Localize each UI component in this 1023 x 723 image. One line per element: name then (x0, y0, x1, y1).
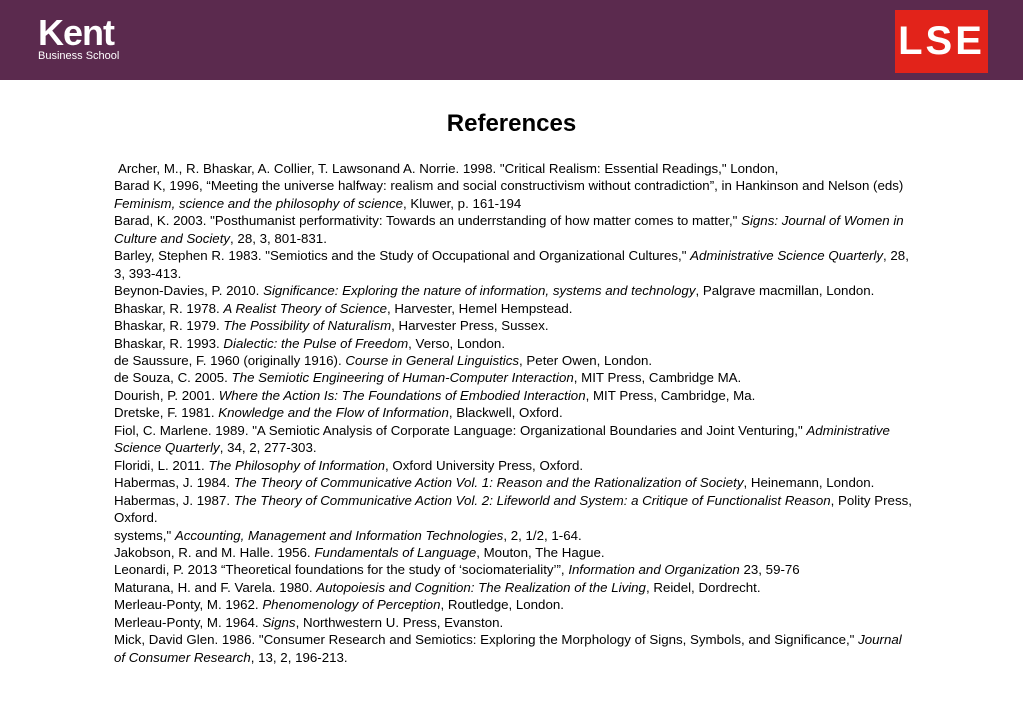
reference-entry (114, 631, 914, 666)
reference-text: Barley, Stephen R. 1983. "Semiotics and the Study of Occupational and Organizational Cultures," (114, 248, 691, 264)
reference-text: , Routledge, London. (440, 597, 564, 613)
reference-text: , 28, 3, 393-413. (114, 248, 909, 281)
reference-text: Bhaskar, R. 1993. (114, 335, 224, 351)
reference-text: , Reidel, Dordrecht. (645, 579, 761, 595)
reference-title-italic: The Theory of Communicative Action Vol. 1: Reason and the Rationalization of Society (233, 475, 744, 491)
reference-title-italic: The Semiotic Engineering of Human-Computer Interaction (231, 370, 574, 386)
reference-entry (114, 282, 914, 299)
reference-title-italic: Knowledge and the Flow of Information (218, 405, 449, 421)
kent-business-school-logo (38, 12, 120, 62)
reference-text: , Palgrave macmillan, London. (695, 283, 875, 299)
reference-text: Barad K, 1996, “Meeting the universe halfway: realism and social constructivism without contradiction”, in Hankinson and Nelson (eds) (114, 178, 904, 194)
reference-text: Beynon-Davies, P. 2010. (114, 283, 264, 299)
reference-entry (114, 177, 914, 212)
reference-entry (114, 160, 914, 177)
reference-text: Bhaskar, R. 1978. (114, 300, 224, 316)
reference-text: Archer, M., R. Bhaskar, A. Collier, T. Lawsonand A. Norrie. 1998. "Critical Realism: Essential Readings," London, (118, 161, 779, 176)
reference-title-italic: Significance: Exploring the nature of information, systems and technology (263, 283, 696, 299)
reference-text: de Saussure, F. 1960 (originally 1916). (114, 352, 346, 368)
reference-title-italic: Signs: Journal of Women in Culture and Society (114, 213, 904, 246)
reference-entry (114, 335, 914, 352)
reference-text: , 13, 2, 196-213. (250, 649, 348, 665)
reference-title-italic: Dialectic: the Pulse of Freedom (223, 335, 409, 351)
reference-text: , Northwestern U. Press, Evanston. (295, 614, 504, 630)
header-bar (0, 0, 1023, 80)
reference-text: Dourish, P. 2001. (114, 387, 219, 403)
reference-text: , Heinemann, London. (743, 475, 875, 491)
reference-text: Habermas, J. 1987. (114, 492, 234, 508)
reference-text: , MIT Press, Cambridge, Ma. (585, 387, 756, 403)
reference-text: 23, 59-76 (739, 562, 800, 578)
reference-entry (114, 247, 914, 282)
reference-text: , Harvester, Hemel Hempstead. (386, 300, 573, 316)
reference-text: , Oxford University Press, Oxford. (385, 457, 584, 473)
reference-title-italic: Where the Action Is: The Foundations of Embodied Interaction (218, 387, 586, 403)
reference-title-italic: The Possibility of Naturalism (223, 318, 392, 334)
reference-entry (114, 544, 914, 561)
reference-entry (114, 561, 914, 578)
kent-logo-subtitle: Business School (38, 50, 120, 62)
reference-text: , Peter Owen, London. (519, 352, 653, 368)
reference-text: Bhaskar, R. 1979. (114, 318, 224, 334)
reference-text: Leonardi, P. 2013 “Theoretical foundations for the study of ‘sociomateriality’”, (114, 562, 569, 578)
reference-title-italic: Administrative Science Quarterly (690, 248, 884, 264)
reference-text: , Kluwer, p. 161-194 (403, 195, 522, 211)
reference-text: , Harvester Press, Sussex. (391, 318, 549, 334)
reference-title-italic: Phenomenology of Perception (262, 597, 441, 613)
lse-logo: LSE (895, 10, 988, 73)
reference-text: Fiol, C. Marlene. 1989. "A Semiotic Analysis of Corporate Language: Organizational Boundaries and Joint Venturing," (114, 422, 807, 438)
reference-entry (114, 457, 914, 474)
reference-text: Floridi, L. 2011. (114, 457, 209, 473)
reference-entry (114, 579, 914, 596)
reference-title-italic: Feminism, science and the philosophy of science (114, 195, 403, 211)
reference-text: Maturana, H. and F. Varela. 1980. (114, 579, 317, 595)
references-list (114, 160, 914, 666)
reference-entry (114, 369, 914, 386)
reference-entry (114, 300, 914, 317)
reference-title-italic: Accounting, Management and Information Technologies (174, 527, 504, 543)
reference-entry (114, 596, 914, 613)
reference-text: , Polity Press, Oxford. (114, 492, 912, 526)
reference-title-italic: The Theory of Communicative Action Vol. 2: Lifeworld and System: a Critique of Functionalist Reason (233, 492, 831, 508)
reference-title-italic: Fundamentals of Language (314, 544, 477, 560)
reference-text: Dretske, F. 1981. (114, 405, 219, 421)
reference-entry (114, 212, 914, 247)
page-title: References (446, 110, 577, 137)
reference-entry (114, 317, 914, 334)
reference-text: , 34, 2, 277-303. (219, 440, 317, 456)
reference-entry (114, 387, 914, 404)
reference-entry (114, 614, 914, 631)
reference-entry (114, 527, 914, 544)
reference-text: Mick, David Glen. 1986. "Consumer Research and Semiotics: Exploring the Morphology of Signs, Symbols, and Significance," (114, 632, 859, 648)
reference-text: , MIT Press, Cambridge MA. (573, 370, 742, 386)
reference-title-italic: A Realist Theory of Science (223, 300, 387, 316)
reference-text: Jakobson, R. and M. Halle. 1956. (114, 544, 315, 560)
reference-entry (114, 492, 914, 527)
reference-entry (114, 352, 914, 369)
reference-text: , Mouton, The Hague. (476, 544, 605, 560)
reference-text: de Souza, C. 2005. (114, 370, 232, 386)
reference-text: systems," (114, 527, 175, 543)
reference-title-italic: Autopoiesis and Cognition: The Realization of the Living (316, 579, 646, 595)
reference-text: , Verso, London. (408, 335, 506, 351)
reference-text: Habermas, J. 1984. (114, 475, 234, 491)
reference-title-italic: Information and Organization (568, 562, 740, 578)
reference-text: , Blackwell, Oxford. (448, 405, 563, 421)
kent-logo-word: Kent (38, 12, 114, 53)
reference-title-italic: Journal of Consumer Research (114, 632, 902, 665)
reference-entry (114, 474, 914, 491)
reference-text: Merleau-Ponty, M. 1964. (114, 614, 263, 630)
reference-title-italic: Course in General Linguistics (345, 352, 520, 368)
reference-title-italic: The Philosophy of Information (208, 457, 386, 473)
reference-title-italic: Signs (262, 614, 296, 630)
reference-entry (114, 404, 914, 421)
reference-title-italic: Administrative Science Quarterly (114, 422, 890, 456)
reference-entry (114, 422, 914, 457)
reference-text: Merleau-Ponty, M. 1962. (114, 597, 263, 613)
reference-text: Barad, K. 2003. "Posthumanist performativity: Towards an underrstanding of how matter comes to matter," (114, 213, 742, 229)
reference-text: , 2, 1/2, 1-64. (503, 527, 582, 543)
reference-text: , 28, 3, 801-831. (230, 230, 327, 246)
